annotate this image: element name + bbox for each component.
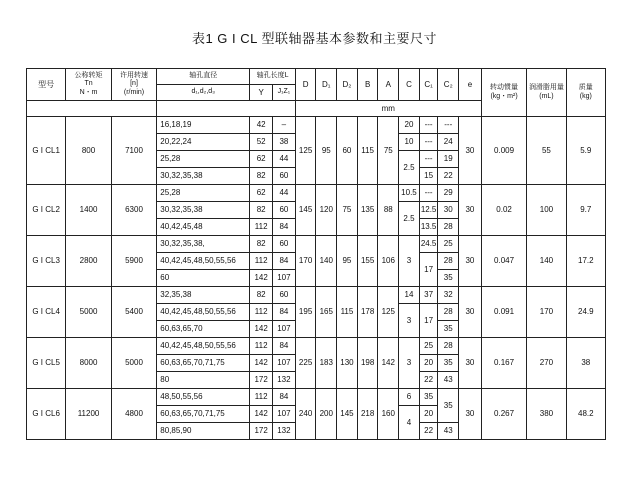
speed-cell: 5000 [111,338,156,389]
c-cell: 14 [399,287,420,304]
header-unit-mm: mm [295,101,481,117]
table-row [27,236,606,253]
dim-D2-cell: 75 [337,185,358,236]
c1-cell: 20 [419,355,438,372]
grease-cell: 55 [527,117,566,185]
c-cell: 3 [399,304,420,338]
header-inertia: 转动惯量 (kg・m²) [481,69,526,117]
table-row [27,287,606,304]
length-jz-cell: 60 [273,202,296,219]
c1-cell: 12.5 [419,202,438,219]
table-row [27,389,606,406]
c2-cell: 43 [438,372,459,389]
length-jz-cell: 38 [273,134,296,151]
length-jz-cell: 84 [273,389,296,406]
bore-cell: 40,42,45,48,50,55,56 [157,338,250,355]
length-jz-cell: 44 [273,151,296,168]
length-y-cell: 62 [250,151,273,168]
grease-cell: 140 [527,236,566,287]
model-cell: G I CL1 [27,117,66,185]
torque-cell: 11200 [66,389,111,440]
header-blank [27,101,157,117]
bore-cell: 80 [157,372,250,389]
header-e: e [459,69,482,101]
dim-D1-cell: 120 [316,185,337,236]
c2-cell: 32 [438,287,459,304]
header-D1: D₁ [316,69,337,101]
dim-D2-cell: 95 [337,236,358,287]
header-len-jz: J₁Z₁ [273,85,296,101]
length-y-cell: 112 [250,389,273,406]
c-cell: 10 [399,134,420,151]
dim-B-cell: 155 [357,236,378,287]
length-y-cell: 62 [250,185,273,202]
model-cell: G I CL4 [27,287,66,338]
c2-cell: --- [438,117,459,134]
grease-cell: 170 [527,287,566,338]
c2-cell: 43 [438,423,459,440]
bore-cell: 40,42,45,48,50,55,56 [157,253,250,270]
spec-table-wrapper [26,68,606,440]
header-mass: 质量 (kg) [566,69,605,117]
bore-cell: 30,32,35,38 [157,168,250,185]
dim-A-cell: 75 [378,117,399,185]
length-y-cell: 142 [250,406,273,423]
length-y-cell: 112 [250,253,273,270]
speed-cell: 5900 [111,236,156,287]
bore-cell: 16,18,19 [157,117,250,134]
torque-cell: 2800 [66,236,111,287]
table-row [27,117,606,134]
bore-cell: 80,85,90 [157,423,250,440]
c2-cell: 30 [438,202,459,219]
speed-cell: 7100 [111,117,156,185]
c1-cell: 22 [419,372,438,389]
length-y-cell: 82 [250,236,273,253]
dim-D2-cell: 130 [337,338,358,389]
e-cell: 30 [459,236,482,287]
c-cell: 3 [399,236,420,287]
c2-cell: 28 [438,219,459,236]
length-jz-cell: 60 [273,168,296,185]
c-cell: 20 [399,117,420,134]
dim-B-cell: 135 [357,185,378,236]
header-D2: D₂ [337,69,358,101]
dim-D2-cell: 60 [337,117,358,185]
torque-cell: 1400 [66,185,111,236]
grease-cell: 100 [527,185,566,236]
length-jz-cell: 84 [273,304,296,321]
dim-A-cell: 106 [378,236,399,287]
bore-cell: 30,32,35,38, [157,236,250,253]
inertia-cell: 0.267 [481,389,526,440]
speed-cell: 4800 [111,389,156,440]
length-y-cell: 142 [250,321,273,338]
dim-D-cell: 145 [295,185,316,236]
bore-cell: 32,35,38 [157,287,250,304]
length-y-cell: 112 [250,304,273,321]
bore-cell: 25,28 [157,151,250,168]
dim-B-cell: 115 [357,117,378,185]
torque-cell: 8000 [66,338,111,389]
c2-cell: 35 [438,389,459,423]
c-cell: 2.5 [399,202,420,236]
length-y-cell: 82 [250,202,273,219]
c1-cell: 35 [419,389,438,406]
speed-cell: 5400 [111,287,156,338]
mass-cell: 48.2 [566,389,605,440]
dim-B-cell: 198 [357,338,378,389]
dim-D1-cell: 183 [316,338,337,389]
c-cell: 2.5 [399,151,420,185]
dim-B-cell: 218 [357,389,378,440]
length-jz-cell: 132 [273,372,296,389]
c1-cell: 17 [419,304,438,338]
length-jz-cell: 107 [273,355,296,372]
dim-A-cell: 160 [378,389,399,440]
dim-A-cell: 125 [378,287,399,338]
spec-table [26,68,606,440]
header-C1: C₁ [419,69,438,101]
e-cell: 30 [459,389,482,440]
grease-cell: 270 [527,338,566,389]
bore-cell: 20,22,24 [157,134,250,151]
dim-D1-cell: 200 [316,389,337,440]
bore-cell: 60,63,65,70 [157,321,250,338]
length-jz-cell: 107 [273,270,296,287]
c-cell: 6 [399,389,420,406]
length-y-cell: 82 [250,287,273,304]
c2-cell: 22 [438,168,459,185]
header-bore-length: 轴孔长度L [250,69,295,85]
dim-A-cell: 142 [378,338,399,389]
model-cell: G I CL2 [27,185,66,236]
inertia-cell: 0.167 [481,338,526,389]
header-D: D [295,69,316,101]
mass-cell: 24.9 [566,287,605,338]
header-row-1 [27,69,606,85]
bore-cell: 40,42,45,48 [157,219,250,236]
length-jz-cell: – [273,117,296,134]
dim-D1-cell: 95 [316,117,337,185]
e-cell: 30 [459,185,482,236]
table-title: 表1 G I CL 型联轴器基本参数和主要尺寸 [191,31,438,46]
length-jz-cell: 60 [273,287,296,304]
c2-cell: 35 [438,321,459,338]
header-model: 型号 [27,69,66,101]
length-jz-cell: 84 [273,338,296,355]
model-cell: G I CL6 [27,389,66,440]
torque-cell: 5000 [66,287,111,338]
c2-cell: 25 [438,236,459,253]
c-cell: 4 [399,406,420,440]
dim-D1-cell: 140 [316,236,337,287]
table-row [27,185,606,202]
dim-A-cell: 88 [378,185,399,236]
mass-cell: 9.7 [566,185,605,236]
inertia-cell: 0.047 [481,236,526,287]
header-bore-sub: d₁,d₂,d₃ [157,85,250,101]
header-speed: 许用转速 [n] (r/min) [111,69,156,101]
c1-cell: --- [419,117,438,134]
e-cell: 30 [459,117,482,185]
bore-cell: 25,28 [157,185,250,202]
c2-cell: 28 [438,253,459,270]
c1-cell: 24.5 [419,236,438,253]
dim-D-cell: 240 [295,389,316,440]
grease-cell: 380 [527,389,566,440]
length-y-cell: 172 [250,423,273,440]
bore-cell: 60,63,65,70,71,75 [157,355,250,372]
length-jz-cell: 84 [273,253,296,270]
dim-D2-cell: 145 [337,389,358,440]
bore-cell: 60,63,65,70,71,75 [157,406,250,423]
dim-D1-cell: 165 [316,287,337,338]
header-len-y: Y [250,85,273,101]
c2-cell: 28 [438,338,459,355]
dim-D2-cell: 115 [337,287,358,338]
e-cell: 30 [459,287,482,338]
header-blank-2 [157,101,296,117]
dim-B-cell: 178 [357,287,378,338]
length-y-cell: 52 [250,134,273,151]
header-A: A [378,69,399,101]
header-torque: 公称转矩 Tn N・m [66,69,111,101]
inertia-cell: 0.091 [481,287,526,338]
c1-cell: 20 [419,406,438,423]
dim-D-cell: 195 [295,287,316,338]
length-y-cell: 42 [250,117,273,134]
bore-cell: 30,32,35,38 [157,202,250,219]
length-jz-cell: 60 [273,236,296,253]
header-C: C [399,69,420,101]
length-y-cell: 112 [250,219,273,236]
header-B: B [357,69,378,101]
c-cell: 10.5 [399,185,420,202]
mass-cell: 17.2 [566,236,605,287]
header-bore-diameter: 轴孔直径 [157,69,250,85]
c1-cell: 37 [419,287,438,304]
c2-cell: 24 [438,134,459,151]
c1-cell: --- [419,185,438,202]
bore-cell: 60 [157,270,250,287]
length-jz-cell: 132 [273,423,296,440]
c2-cell: 19 [438,151,459,168]
c1-cell: --- [419,151,438,168]
length-jz-cell: 44 [273,185,296,202]
length-y-cell: 112 [250,338,273,355]
torque-cell: 800 [66,117,111,185]
dim-D-cell: 170 [295,236,316,287]
c-cell: 3 [399,338,420,389]
inertia-cell: 0.009 [481,117,526,185]
c1-cell: 25 [419,338,438,355]
length-y-cell: 142 [250,355,273,372]
c1-cell: 17 [419,253,438,287]
length-jz-cell: 107 [273,406,296,423]
c2-cell: 35 [438,270,459,287]
inertia-cell: 0.02 [481,185,526,236]
c1-cell: 22 [419,423,438,440]
speed-cell: 6300 [111,185,156,236]
model-cell: G I CL3 [27,236,66,287]
length-y-cell: 82 [250,168,273,185]
table-row [27,338,606,355]
header-C2: C₂ [438,69,459,101]
mass-cell: 38 [566,338,605,389]
model-cell: G I CL5 [27,338,66,389]
c1-cell: 15 [419,168,438,185]
mass-cell: 5.9 [566,117,605,185]
c2-cell: 28 [438,304,459,321]
bore-cell: 48,50,55,56 [157,389,250,406]
dim-D-cell: 225 [295,338,316,389]
c1-cell: 13.5 [419,219,438,236]
length-jz-cell: 107 [273,321,296,338]
c1-cell: --- [419,134,438,151]
length-jz-cell: 84 [273,219,296,236]
e-cell: 30 [459,338,482,389]
c2-cell: 35 [438,355,459,372]
length-y-cell: 142 [250,270,273,287]
dim-D-cell: 125 [295,117,316,185]
bore-cell: 40,42,45,48,50,55,56 [157,304,250,321]
length-y-cell: 172 [250,372,273,389]
c2-cell: 29 [438,185,459,202]
header-grease: 润滑脂用量 (mL) [527,69,566,117]
